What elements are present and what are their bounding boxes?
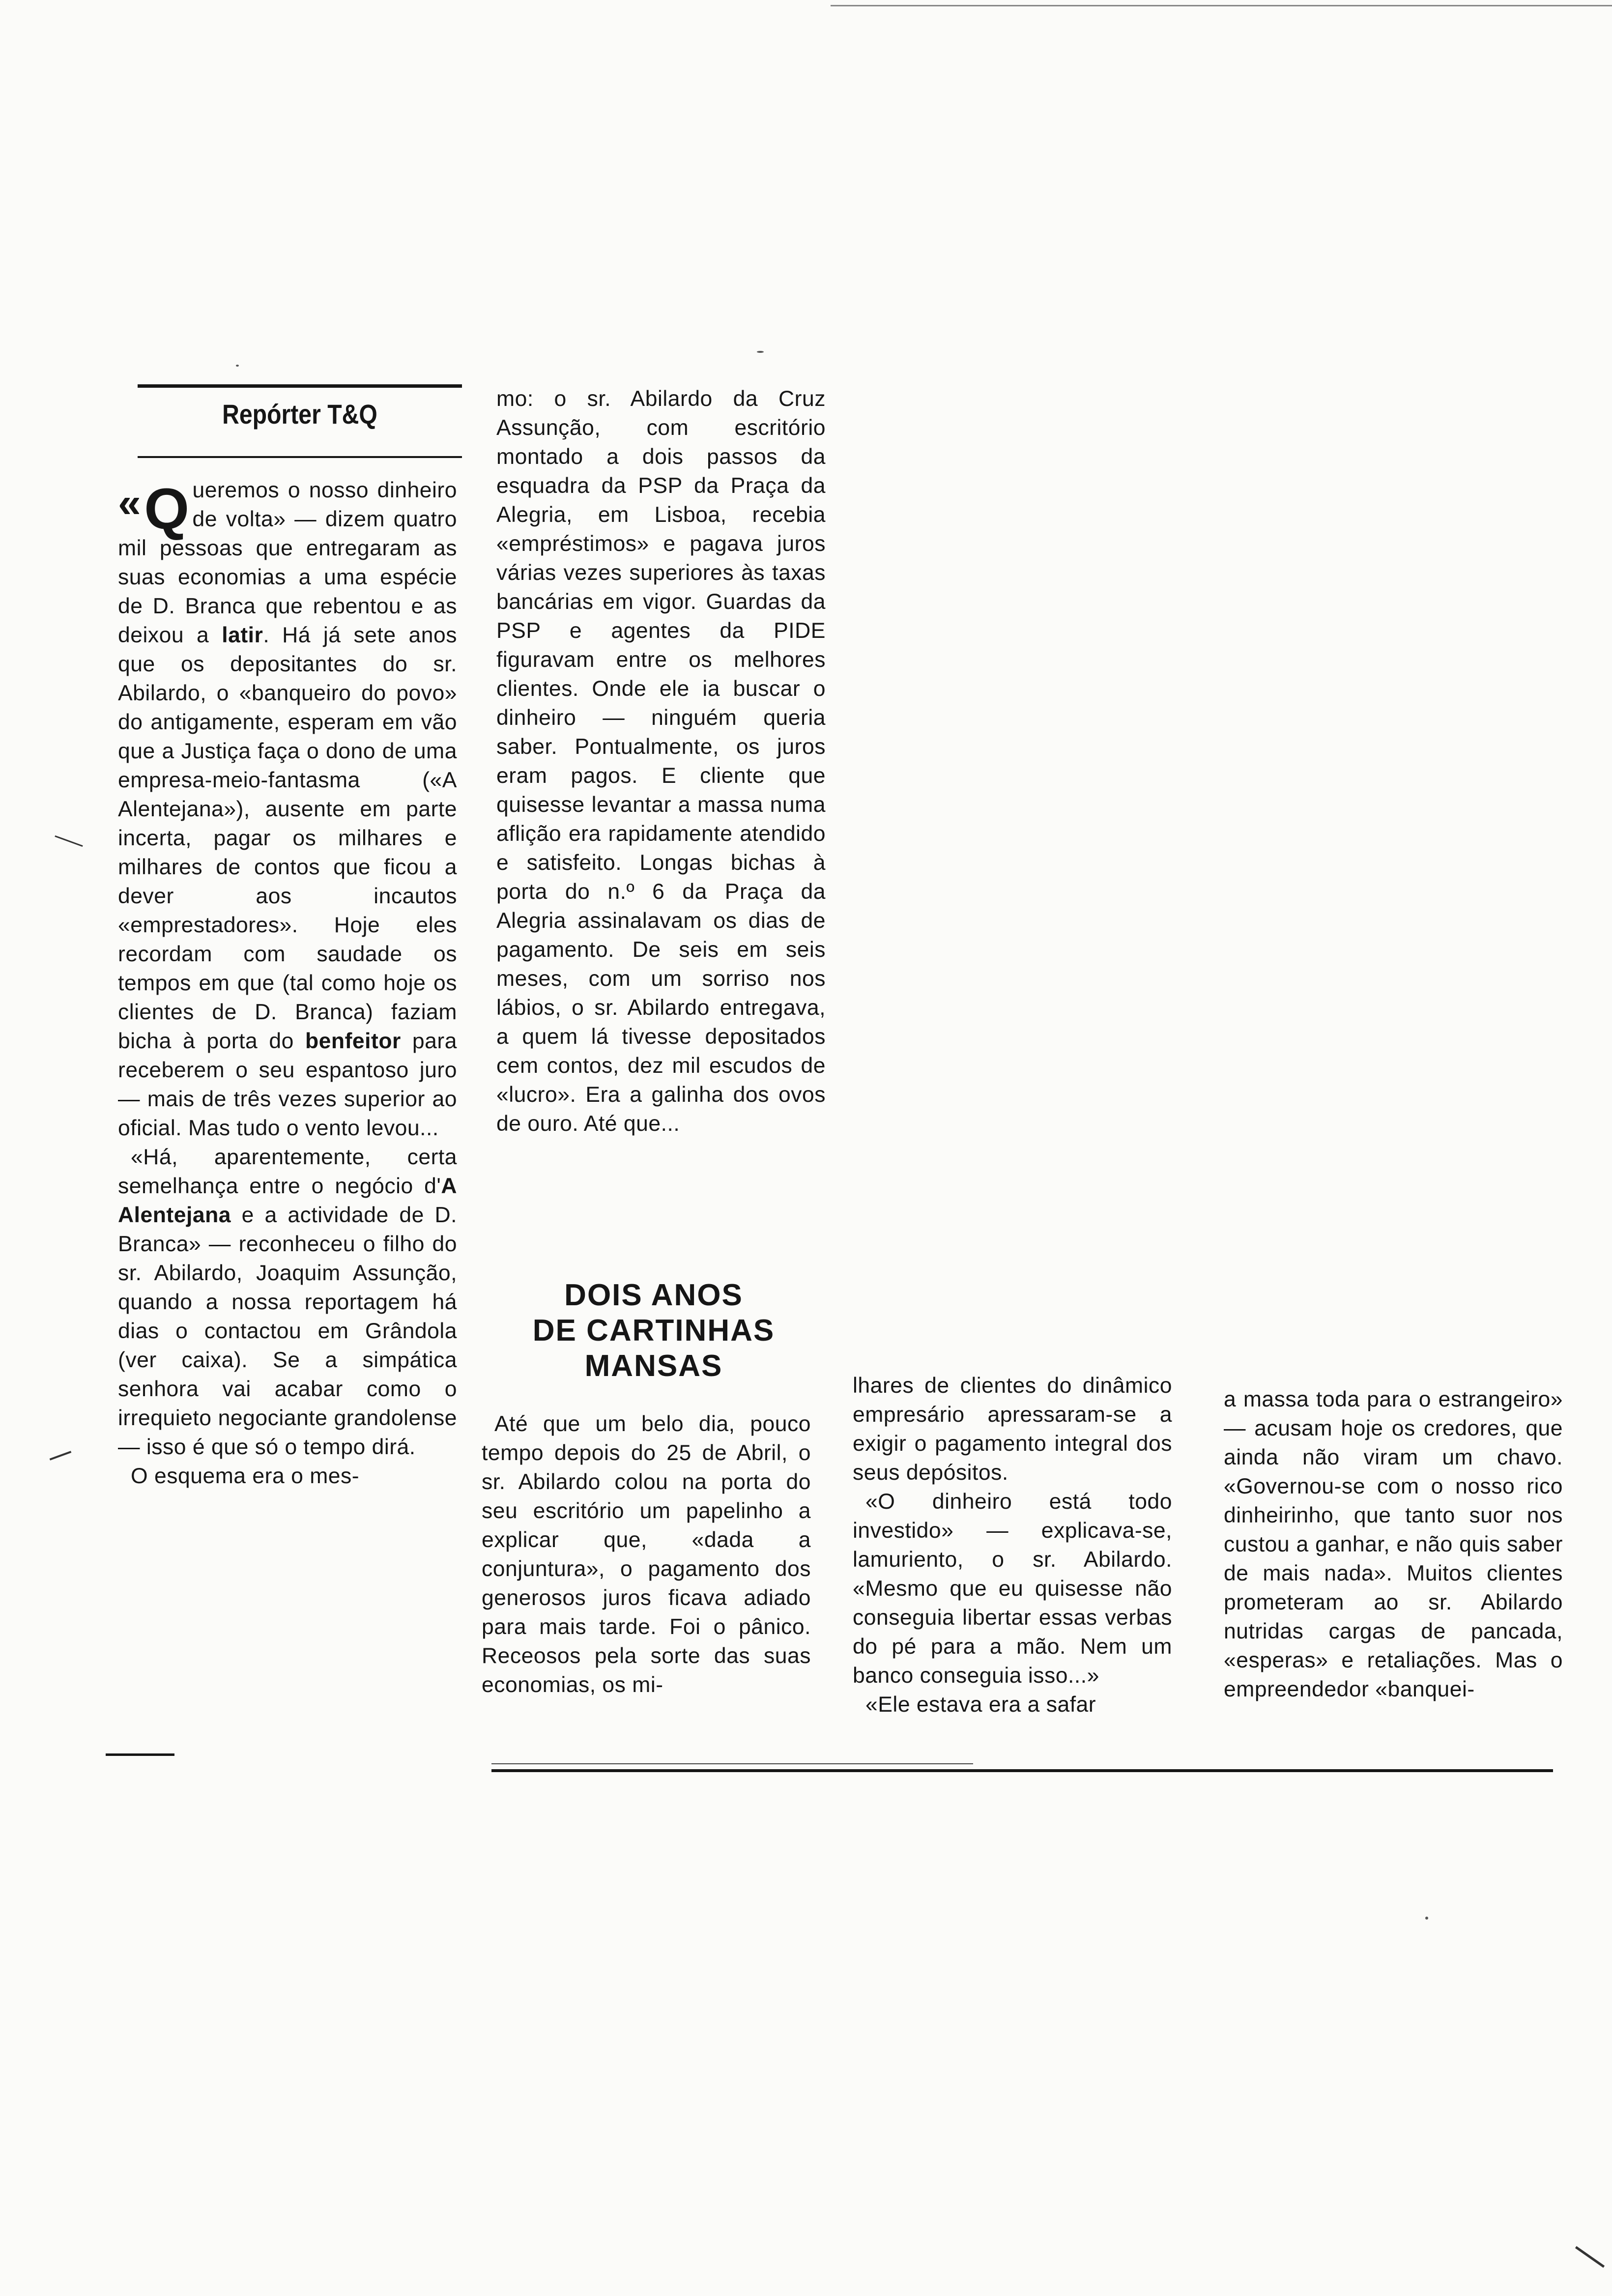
paragraph-continued-4: a massa toda para o estrangeiro» — acusam hoje os credores, que ainda não viram um chavo. «Governou-se com o nosso rico dinheirinho, que tanto suor nos custou a ganhar, e não quis saber de mais nada». Muitos clientes prometeram ao sr. Abilardo nutridas cargas de pancada, «esperas» e retaliações. Mas o empreendedor «banquei- bbox=[1224, 1387, 1563, 1701]
paragraph-continued-3: lhares de clientes do dinâmico empresário apressaram-se a exigir o pagamento integral dos seus depósitos. bbox=[853, 1374, 1172, 1485]
bottom-rule bbox=[491, 1769, 1553, 1772]
subheading: DOIS ANOS DE CARTINHAS MANSAS bbox=[532, 1278, 775, 1383]
column-1-end-rule bbox=[106, 1753, 174, 1756]
scan-speck bbox=[236, 365, 239, 367]
top-scan-line bbox=[831, 5, 1612, 6]
paragraph-invested: «O dinheiro está todo investido» — explicava-se, lamuriento, o sr. Abilardo. «Mesmo que eu quisesse não conseguia libertar essas verbas do pé para a mão. Nem um banco conseguia isso...» bbox=[853, 1490, 1172, 1688]
paragraph-until: Até que um belo dia, pouco tempo depois do 25 de Abril, o sr. Abilardo colou na porta do seu escritório um papelinho a explicar que, «dada a conjuntura», o pagamento dos generosos juros ficava adiado para mais tarde. Foi o pânico. Receosos pela sorte das suas economias, os mi- bbox=[482, 1412, 811, 1697]
scan-mark-left bbox=[50, 1451, 72, 1460]
scan-speck bbox=[757, 351, 764, 353]
paragraph-continued: mo: o sr. Abilardo da Cruz Assunção, com escritório montado a dois passos da esquadra da PSP da Praça da Alegria, em Lisboa, recebia «empréstimos» e pagava juros várias vezes superiores às taxas bancárias em vigor. Guardas da PSP e agentes da PIDE figuravam entre os melhores clientes. Onde ele ia buscar o dinheiro — ninguém queria saber. Pontualmente, os juros eram pagos. E cliente que quisesse levantar a massa numa aflição era rapidamente atendido e satisfeito. Longas bichas à porta do n.º 6 da Praça da Alegria assinalavam os dias de pagamento. De seis em seis meses, com um sorriso nos lábios, o sr. Abilardo entregava, a quem lá tivesse depositados cem contos, dez mil escudos de «lucro». Era a galinha dos ovos de ouro. Até que... bbox=[496, 387, 826, 1136]
paragraph-3: O esquema era o mes- bbox=[131, 1464, 360, 1488]
column-2-lower bbox=[482, 1409, 811, 1699]
column-4 bbox=[1224, 1385, 1563, 1704]
drop-cap: «Q bbox=[118, 477, 190, 542]
column-2 bbox=[496, 384, 826, 1138]
lead-paragraph: «Q ueremos o nosso dinheiro de volta» — dizem quatro mil pessoas que entregaram as suas economias a uma espécie de D. Branca que rebentou e as deixou a latir. Há já sete anos que os depositantes do sr. Abilardo, o «banqueiro do povo» do antigamente, esperam em vão que a Justiça faça o dono de uma empresa-meio-fantasma («A Alentejana»), ausente em parte incerta, pagar os milhares e milhares de contos que ficou a dever aos incautos «emprestadores». Hoje eles recordam com saudade os tempos em que (tal como hoje os clientes de D. Branca) faziam bicha à porta do benfeitor para receberem o seu espantoso juro — mais de três vezes superior ao oficial. Mas tudo o vento levou... bbox=[118, 477, 457, 1140]
kicker-top-rule bbox=[138, 384, 462, 388]
column-1 bbox=[118, 476, 457, 1491]
column-3 bbox=[853, 1371, 1172, 1719]
bottom-rule-thin bbox=[491, 1763, 973, 1764]
kicker-bottom-rule bbox=[138, 456, 462, 458]
paragraph-2: «Há, aparentemente, certa semelhança entre o negócio d'A Alentejana e a actividade de D. Branca» — reconheceu o filho do sr. Abilardo, Joaquim Assunção, quando a nossa reportagem há dias o contactou em Grândola (ver caixa). Se a simpática senhora vai acabar como o irrequieto negociante grandolense — isso é que só o tempo dirá. bbox=[118, 1145, 457, 1459]
section-kicker: Repórter T&Q bbox=[222, 399, 377, 430]
scan-mark-left-2 bbox=[55, 835, 83, 847]
paragraph-safar: «Ele estava era a safar bbox=[865, 1693, 1096, 1717]
scan-speck bbox=[1425, 1917, 1428, 1920]
scan-mark bbox=[1575, 2246, 1605, 2267]
